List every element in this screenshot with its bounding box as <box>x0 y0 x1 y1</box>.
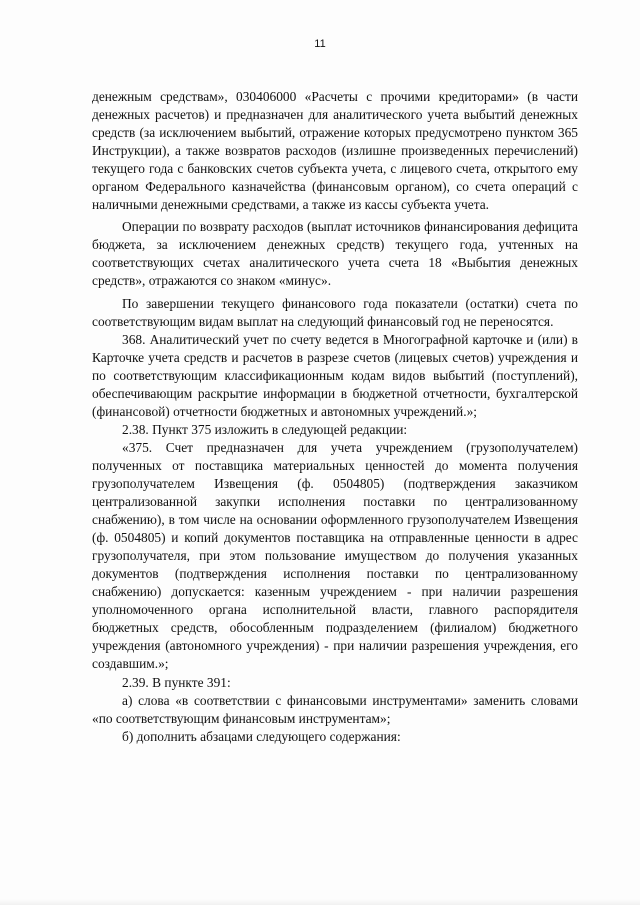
paragraph-item-368: 368. Аналитический учет по счету ведется в Многографной карточке и (или) в Карточке учета средств и расчетов в разрезе счетов (лицевых счетов) учреждения и по соответствующим классификационным кодам видов выбытий (поступлений), обеспечивающим раскрытие информации в бюджетной отчетности, бухгалтерской (финансовой) отчетности бюджетных и автономных учреждений.»; <box>92 331 578 419</box>
paragraph-item-2-39: 2.39. В пункте 391: <box>122 674 231 690</box>
paragraph-subitem-a: а) слова «в соответствии с финансовыми инструментами» заменить словами «по соответствующим финансовым инструментам»; <box>92 692 578 726</box>
paragraph-continuation: денежным средствам», 030406000 «Расчеты с прочими кредиторами» (в части денежных расчетов) и предназначен для аналитического учета выбытий денежных средств (за исключением выбытий, отражение которых предусмотрено пунктом 365 Инструкции), а также возвратов расходов (излишне произведенных перечислений) текущего года с банковских счетов субъекта учета, с лицевого счета, открытого ему органом Федерального казначейства (финансовым органом), со счета операций с наличными денежными средствами, а также из кассы субъекта учета. <box>92 89 578 213</box>
paragraph-refund-operations: Операции по возврату расходов (выплат источников финансирования дефицита бюджета, за исключением денежных средств) текущего года, учтенных на соответствующих счетах аналитического учета счета 18 «Выбытия денежных средств», отражаются со знаком «минус». <box>92 219 578 289</box>
scan-edge-shadow <box>0 899 640 905</box>
paragraph-year-end: По завершении текущего финансового года показатели (остатки) счета по соответствующим видам выплат на следующий финансовый год не переносятся. <box>92 295 578 329</box>
paragraph-subitem-b: б) дополнить абзацами следующего содержания: <box>122 728 401 744</box>
document-body <box>92 88 578 746</box>
paragraph-item-2-38: 2.38. Пункт 375 изложить в следующей редакции: <box>122 421 408 437</box>
paragraph-item-375: «375. Счет предназначен для учета учреждением (грузополучателем) полученных от поставщика материальных ценностей до момента получения грузополучателем Извещения (ф. 0504805) (подтверждения заказчиком централизованной закупки исполнения поставки по централизованному снабжению), в том числе на основании оформленного грузополучателем Извещения (ф. 0504805) и копий документов поставщика на отправленные ценности в адрес грузополучателя, при этом пользование имуществом до получения указанных документов (подтверждения исполнения поставки по централизованному снабжению) допускается: казенным учреждением - при наличии разрешения уполномоченного органа исполнительной власти, главного распорядителя бюджетных средств, обособленным подразделением (филиалом) бюджетного учреждения (автономного учреждения) - при наличии разрешения учреждения, его создавшим.»; <box>92 439 578 672</box>
page-number: 11 <box>314 38 326 50</box>
